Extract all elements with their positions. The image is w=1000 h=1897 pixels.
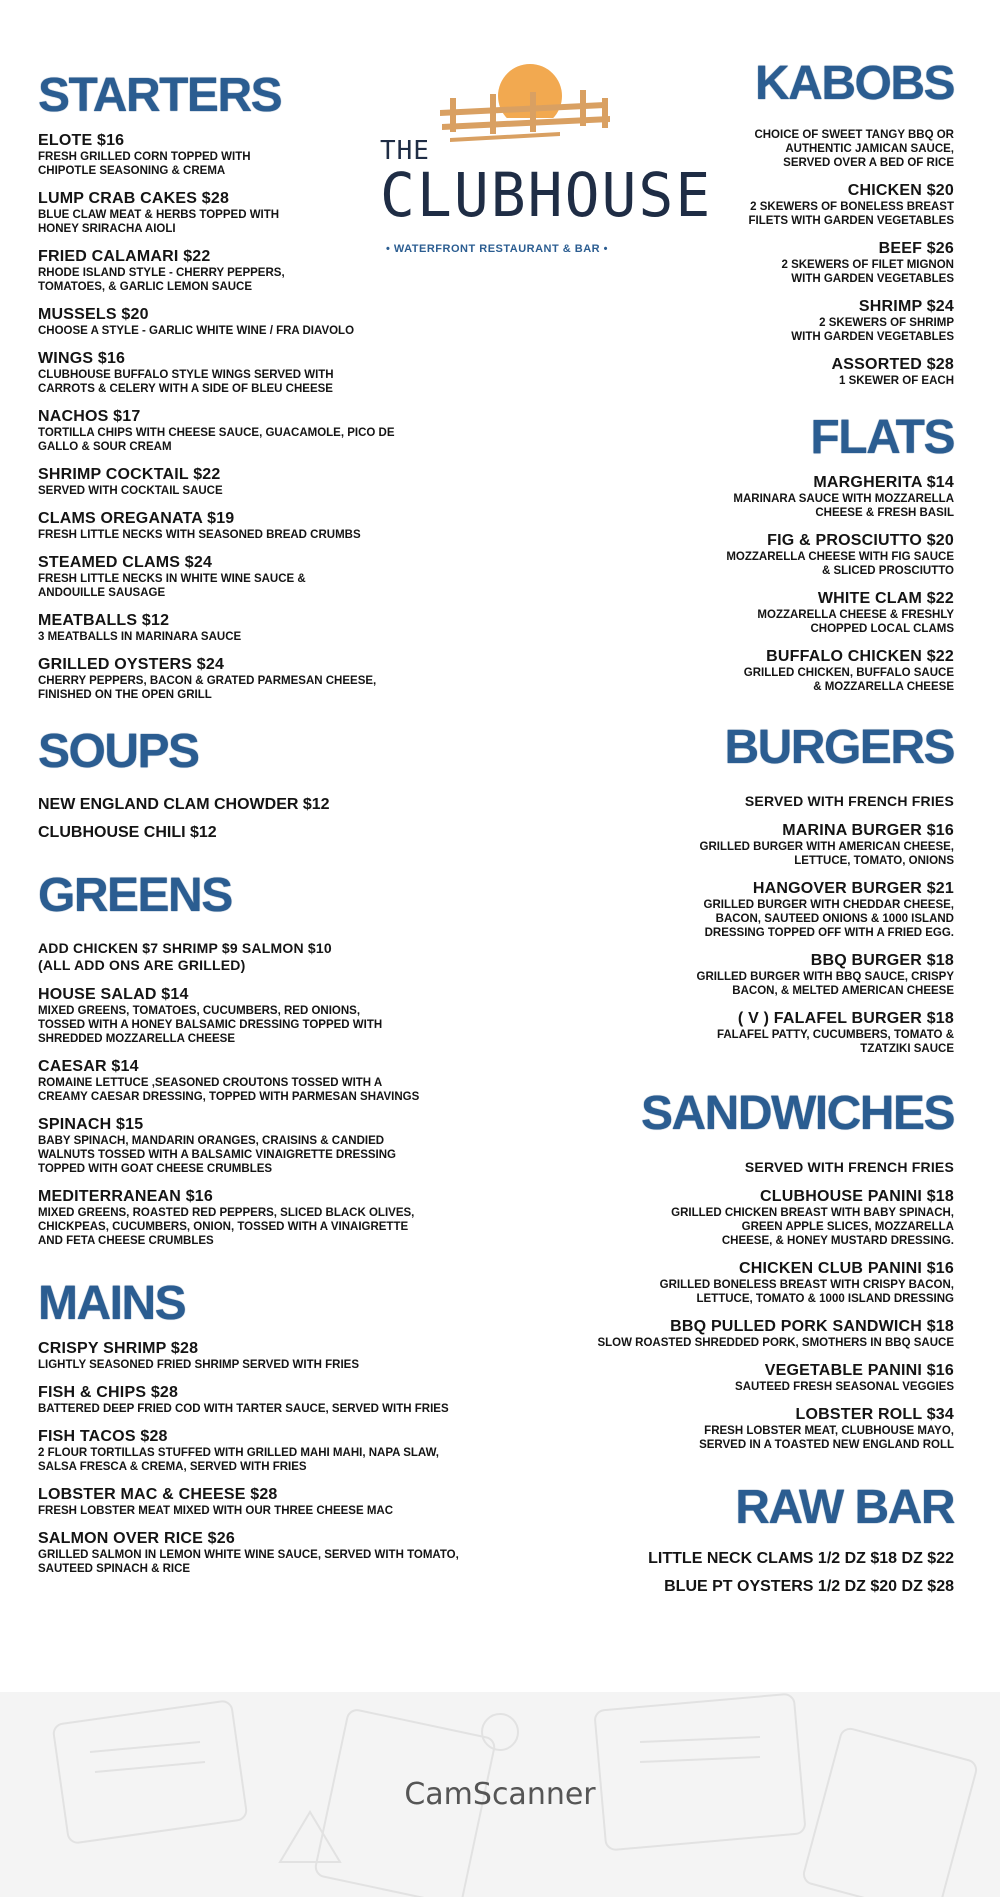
menu-item (38, 466, 538, 498)
menu-item-description: MIXED GREENS, TOMATOES, CUCUMBERS, RED ONIONS, (38, 1005, 361, 1017)
flats-section (474, 411, 954, 694)
menu-item-name: BEEF $26 (878, 240, 954, 257)
menu-item-description: TORTILLA CHIPS WITH CHEESE SAUCE, GUACAMOLE, PICO DE (38, 427, 395, 439)
soup-line: CLUBHOUSE CHILI $12 (38, 824, 217, 841)
menu-item (474, 298, 954, 344)
menu-item-description: MIXED GREENS, ROASTED RED PEPPERS, SLICED BLACK OLIVES, (38, 1207, 415, 1219)
menu-item-description: WITH GARDEN VEGETABLES (791, 331, 954, 343)
menu-item-description: LIGHTLY SEASONED FRIED SHRIMP SERVED WITH FRIES (38, 1359, 359, 1371)
menu-item-name: SALMON OVER RICE $26 (38, 1530, 235, 1547)
menu-item-name: HOUSE SALAD $14 (38, 986, 189, 1003)
menu-item-description: GRILLED CHICKEN, BUFFALO SAUCE (743, 667, 954, 679)
menu-item-description: BLUE CLAW MEAT & HERBS TOPPED WITH (38, 209, 280, 221)
menu-item (38, 248, 538, 294)
menu-item (38, 986, 538, 1046)
menu-item (38, 1384, 538, 1416)
mains-section (38, 1277, 538, 1576)
section-title-rawbar: RAW BAR (735, 1481, 954, 1534)
menu-item-description: CHEESE, & HONEY MUSTARD DRESSING. (721, 1235, 954, 1247)
sandwiches-list (474, 1188, 954, 1452)
menu-item-name: SHRIMP COCKTAIL $22 (38, 466, 221, 483)
menu-item-name: LOBSTER MAC & CHEESE $28 (38, 1486, 278, 1503)
menu-item-description: CHOOSE A STYLE - GARLIC WHITE WINE / FRA DIAVOLO (38, 325, 355, 337)
menu-item (474, 182, 954, 228)
menu-item-description: BACON, SAUTEED ONIONS & 1000 ISLAND (715, 913, 954, 925)
menu-item (38, 612, 538, 644)
menu-item-description: 3 MEATBALLS IN MARINARA SAUCE (38, 631, 242, 643)
soups-section (38, 725, 538, 842)
menu-item-description: SAUTEED FRESH SEASONAL VEGGIES (735, 1381, 954, 1393)
menu-item-name: ( V ) FALAFEL BURGER $18 (737, 1010, 954, 1027)
menu-item-description: BATTERED DEEP FRIED COD WITH TARTER SAUCE, SERVED WITH FRIES (38, 1403, 449, 1415)
menu-item-name: BUFFALO CHICKEN $22 (766, 648, 954, 665)
menu-item-description: FALAFEL PATTY, CUCUMBERS, TOMATO & (716, 1029, 954, 1041)
right-column (474, 57, 954, 1596)
menu-item-description: GRILLED BURGER WITH AMERICAN CHEESE, (699, 841, 954, 853)
menu-item (474, 952, 954, 998)
menu-item-name: BBQ PULLED PORK SANDWICH $18 (670, 1318, 954, 1335)
menu-item-description: CARROTS & CELERY WITH A SIDE OF BLEU CHEESE (38, 383, 333, 395)
burgers-list (474, 822, 954, 1056)
menu-item-name: CRISPY SHRIMP $28 (38, 1340, 199, 1357)
section-title-kabobs: KABOBS (754, 57, 954, 110)
logo-tagline: • WATERFRONT RESTAURANT & BAR • (386, 243, 609, 255)
kabobs-intro-line: SERVED OVER A BED OF RICE (783, 157, 954, 169)
section-title-sandwiches: SANDWICHES (640, 1087, 954, 1140)
menu-item (38, 554, 538, 600)
menu-item-description: SERVED IN A TOASTED NEW ENGLAND ROLL (699, 1439, 954, 1451)
menu-item-description: & MOZZARELLA CHEESE (813, 681, 954, 693)
menu-item-description: LETTUCE, TOMATO & 1000 ISLAND DRESSING (696, 1293, 954, 1305)
menu-item-description: LETTUCE, TOMATO, ONIONS (794, 855, 954, 867)
menu-item (38, 408, 538, 454)
menu-item (38, 1428, 538, 1474)
menu-item-name: VEGETABLE PANINI $16 (764, 1362, 954, 1379)
menu-item-name: WINGS $16 (38, 350, 126, 367)
menu-item (38, 1058, 538, 1104)
burgers-note: SERVED WITH FRENCH FRIES (744, 793, 954, 809)
menu-item-name: CHICKEN CLUB PANINI $16 (739, 1260, 954, 1277)
menu-item-description: MOZZARELLA CHEESE WITH FIG SAUCE (726, 551, 954, 563)
logo-name: CLUBHOUSE (380, 159, 713, 231)
menu-item-description: SHREDDED MOZZARELLA CHEESE (38, 1033, 235, 1045)
section-title-greens: GREENS (38, 869, 232, 922)
menu-item-description: HONEY SRIRACHA AIOLI (38, 223, 176, 235)
menu-item-name: BBQ BURGER $18 (810, 952, 954, 969)
menu-item (38, 190, 538, 236)
menu-item-name: HANGOVER BURGER $21 (752, 880, 954, 897)
menu-item-name: CLUBHOUSE PANINI $18 (760, 1188, 954, 1205)
menu-item-name: SPINACH $15 (38, 1116, 144, 1133)
menu-item-description: 2 FLOUR TORTILLAS STUFFED WITH GRILLED MAHI MAHI, NAPA SLAW, (38, 1447, 439, 1459)
menu-item-description: MARINARA SAUCE WITH MOZZARELLA (733, 493, 954, 505)
menu-item-description: TZATZIKI SAUCE (860, 1043, 954, 1055)
menu-item-description: FRESH GRILLED CORN TOPPED WITH (38, 151, 251, 163)
menu-item (38, 1530, 538, 1576)
menu-item (38, 306, 538, 338)
menu-item-description: 2 SKEWERS OF BONELESS BREAST (750, 201, 954, 213)
menu-item-description: & SLICED PROSCIUTTO (821, 565, 954, 577)
section-title-flats: FLATS (810, 411, 954, 464)
menu-item (474, 240, 954, 286)
menu-item-name: CLAMS OREGANATA $19 (38, 510, 235, 527)
menu-item-description: 2 SKEWERS OF SHRIMP (819, 317, 954, 329)
menu-item (38, 510, 538, 542)
sandwiches-section (474, 1087, 954, 1452)
menu-item-description: BABY SPINACH, MANDARIN ORANGES, CRAISINS & CANDIED (38, 1135, 385, 1147)
menu-item (474, 1260, 954, 1306)
menu-item (474, 1188, 954, 1248)
menu-item (474, 880, 954, 940)
menu-item-name: MUSSELS $20 (38, 306, 149, 323)
kabobs-section (474, 57, 954, 388)
menu-item-description: DRESSING TOPPED OFF WITH A FRIED EGG. (704, 927, 954, 939)
menu-item (38, 1188, 538, 1248)
menu-item-description: TOMATOES, & GARLIC LEMON SAUCE (38, 281, 253, 293)
menu-item-description: WALNUTS TOSSED WITH A BALSAMIC VINAIGRETTE DRESSING (38, 1149, 396, 1161)
menu-item (474, 1406, 954, 1452)
menu-item-description: FRESH LITTLE NECKS WITH SEASONED BREAD CRUMBS (38, 529, 361, 541)
burgers-section (474, 721, 954, 1056)
menu-item-name: ELOTE $16 (38, 132, 125, 149)
logo-the: THE (380, 136, 430, 166)
menu-item-description: GALLO & SOUR CREAM (38, 441, 172, 453)
menu-item-description: MOZZARELLA CHEESE & FRESHLY (757, 609, 954, 621)
menu-item-description: RHODE ISLAND STYLE - CHERRY PEPPERS, (38, 267, 285, 279)
menu-item-description: FRESH LITTLE NECKS IN WHITE WINE SAUCE & (38, 573, 306, 585)
menu-item-description: FINISHED ON THE OPEN GRILL (38, 689, 212, 701)
greens-section (38, 869, 538, 1248)
menu-item-description: BACON, & MELTED AMERICAN CHEESE (732, 985, 954, 997)
menu-item-description: FRESH LOBSTER MEAT, CLUBHOUSE MAYO, (704, 1425, 954, 1437)
menu-item-description: 2 SKEWERS OF FILET MIGNON (781, 259, 954, 271)
menu-item (38, 132, 538, 178)
menu-item (474, 822, 954, 868)
menu-item-description: GRILLED CHICKEN BREAST WITH BABY SPINACH, (671, 1207, 954, 1219)
menu-item-description: CHIPOTLE SEASONING & CREMA (38, 165, 226, 177)
menu-item-description: AND FETA CHEESE CRUMBLES (38, 1235, 214, 1247)
menu-item-name: ASSORTED $28 (831, 356, 954, 373)
menu-item-description: SAUTEED SPINACH & RICE (38, 1563, 191, 1575)
menu-item-description: GREEN APPLE SLICES, MOZZARELLA (741, 1221, 954, 1233)
menu-item (38, 350, 538, 396)
menu-item-description: TOPPED WITH GOAT CHEESE CRUMBLES (38, 1163, 273, 1175)
greens-list (38, 986, 538, 1248)
menu-item-name: GRILLED OYSTERS $24 (38, 656, 225, 673)
menu-item (38, 1340, 538, 1372)
menu-item-description: WITH GARDEN VEGETABLES (791, 273, 954, 285)
rawbar-section (474, 1481, 954, 1596)
menu-item-name: WHITE CLAM $22 (817, 590, 954, 607)
menu-item-description: FILETS WITH GARDEN VEGETABLES (748, 215, 954, 227)
rawbar-line: BLUE PT OYSTERS 1/2 DZ $20 DZ $28 (664, 1578, 954, 1595)
menu-item-description: ANDOUILLE SAUSAGE (38, 587, 166, 599)
menu-item (38, 1486, 538, 1518)
menu-item-description: CREAMY CAESAR DRESSING, TOPPED WITH PARMESAN SHAVINGS (38, 1091, 420, 1103)
menu-item-description: GRILLED SALMON IN LEMON WHITE WINE SAUCE, SERVED WITH TOMATO, (38, 1549, 459, 1561)
section-title-mains: MAINS (38, 1277, 186, 1330)
greens-addons-note: (ALL ADD ONS ARE GRILLED) (38, 957, 246, 973)
menu-item-description: ROMAINE LETTUCE ,SEASONED CROUTONS TOSSED WITH A (38, 1077, 383, 1089)
menu-item-description: CHEESE & FRESH BASIL (815, 507, 954, 519)
menu-item-name: NACHOS $17 (38, 408, 141, 425)
menu-item (38, 656, 538, 702)
flats-list (474, 474, 954, 694)
menu-item (474, 1318, 954, 1350)
menu-item-name: MARGHERITA $14 (813, 474, 954, 491)
menu-item-description: GRILLED BONELESS BREAST WITH CRISPY BACON, (659, 1279, 954, 1291)
kabobs-list (474, 182, 954, 388)
greens-addons: ADD CHICKEN $7 SHRIMP $9 SALMON $10 (38, 940, 332, 956)
menu-item (474, 532, 954, 578)
menu-item-name: CHICKEN $20 (847, 182, 954, 199)
mains-list (38, 1340, 538, 1576)
menu-item-description: TOSSED WITH A HONEY BALSAMIC DRESSING TOPPED WITH (38, 1019, 383, 1031)
menu-item (474, 648, 954, 694)
menu-item-description: CHOPPED LOCAL CLAMS (810, 623, 954, 635)
scanner-watermark-footer (0, 1692, 1000, 1897)
menu-item (474, 474, 954, 520)
menu-item-description: SERVED WITH COCKTAIL SAUCE (38, 485, 223, 497)
soup-line: NEW ENGLAND CLAM CHOWDER $12 (38, 796, 330, 813)
menu-item-name: LUMP CRAB CAKES $28 (38, 190, 230, 207)
menu-item-name: SHRIMP $24 (858, 298, 954, 315)
section-title-burgers: BURGERS (724, 721, 954, 774)
rawbar-line: LITTLE NECK CLAMS 1/2 DZ $18 DZ $22 (648, 1550, 954, 1567)
menu-item-description: 1 SKEWER OF EACH (838, 375, 954, 387)
menu-item-name: LOBSTER ROLL $34 (795, 1406, 954, 1423)
kabobs-intro-line: AUTHENTIC JAMICAN SAUCE, (785, 143, 954, 155)
menu-item-name: FRIED CALAMARI $22 (38, 248, 211, 265)
left-column (38, 69, 538, 1576)
menu-item-name: CAESAR $14 (38, 1058, 139, 1075)
menu-item (474, 590, 954, 636)
menu-item-name: FISH & CHIPS $28 (38, 1384, 179, 1401)
menu-item (474, 1010, 954, 1056)
section-title-starters: STARTERS (38, 69, 282, 122)
menu-item-description: SLOW ROASTED SHREDDED PORK, SMOTHERS IN BBQ SAUCE (597, 1337, 954, 1349)
menu-item-name: MEATBALLS $12 (38, 612, 170, 629)
menu-item (38, 1116, 538, 1176)
section-title-soups: SOUPS (38, 725, 199, 778)
menu-item-name: FIG & PROSCIUTTO $20 (767, 532, 954, 549)
menu-item-name: MARINA BURGER $16 (782, 822, 954, 839)
menu-item-description: FRESH LOBSTER MEAT MIXED WITH OUR THREE CHEESE MAC (38, 1505, 394, 1517)
menu-item-description: SALSA FRESCA & CREMA, SERVED WITH FRIES (38, 1461, 307, 1473)
menu-item-name: MEDITERRANEAN $16 (38, 1188, 213, 1205)
menu-item-name: STEAMED CLAMS $24 (38, 554, 213, 571)
camscanner-label: CamScanner (404, 1777, 596, 1812)
starters-section (38, 69, 538, 702)
menu-item-description: CLUBHOUSE BUFFALO STYLE WINGS SERVED WITH (38, 369, 334, 381)
menu-item (474, 356, 954, 388)
menu-item (474, 1362, 954, 1394)
menu-item-name: FISH TACOS $28 (38, 1428, 168, 1445)
menu-item-description: GRILLED BURGER WITH CHEDDAR CHEESE, (703, 899, 954, 911)
menu-item-description: CHERRY PEPPERS, BACON & GRATED PARMESAN CHEESE, (38, 675, 377, 687)
kabobs-intro-line: CHOICE OF SWEET TANGY BBQ OR (754, 129, 954, 141)
menu-item-description: CHICKPEAS, CUCUMBERS, ONION, TOSSED WITH A VINAIGRETTE (38, 1221, 409, 1233)
sandwiches-note: SERVED WITH FRENCH FRIES (744, 1159, 954, 1175)
menu-item-description: GRILLED BURGER WITH BBQ SAUCE, CRISPY (696, 971, 954, 983)
starters-list (38, 132, 538, 702)
